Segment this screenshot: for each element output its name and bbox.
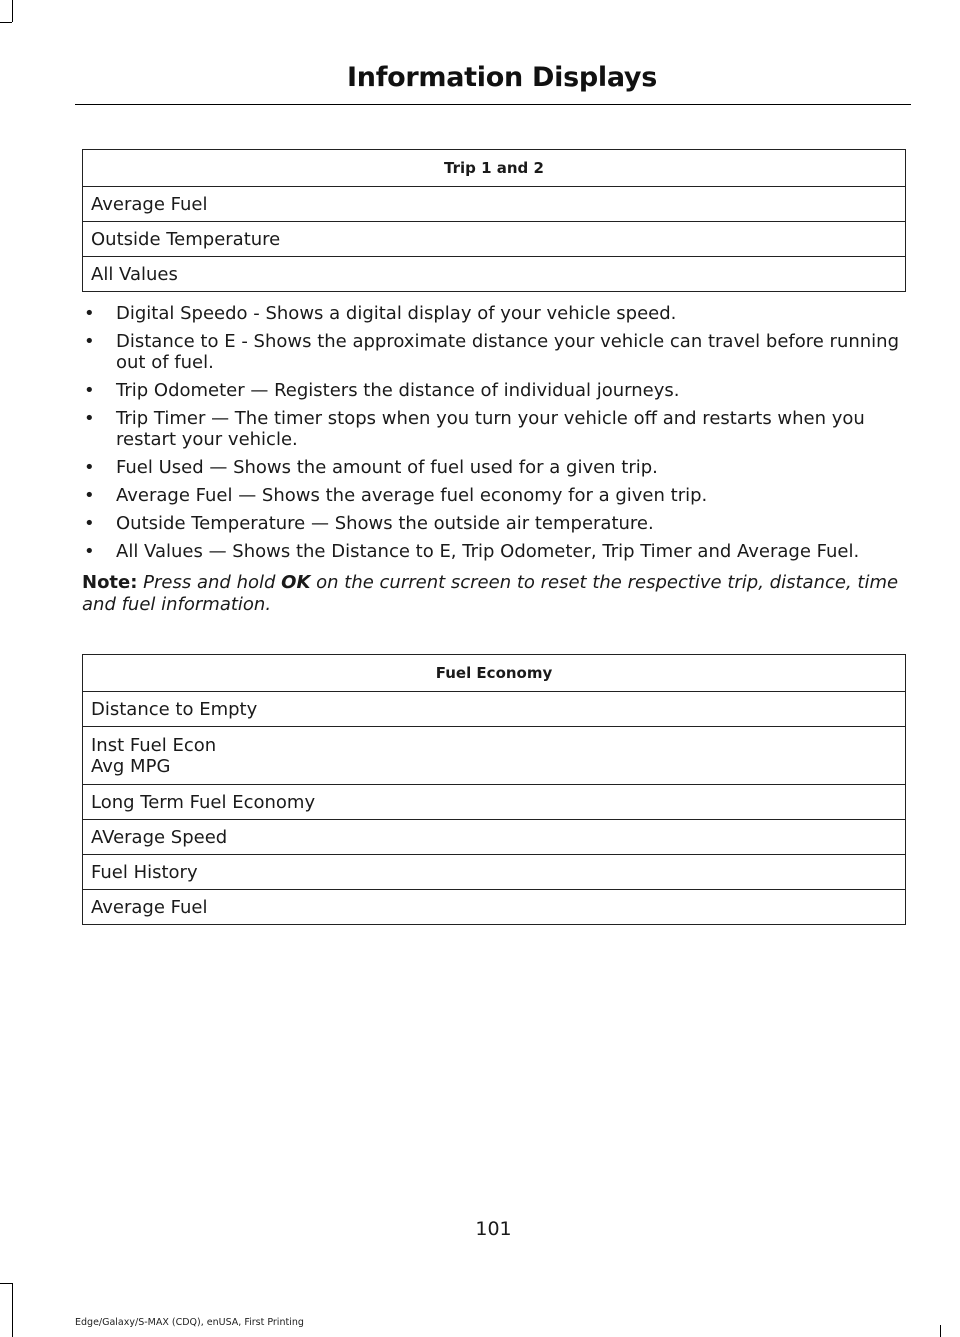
list-item <box>82 408 908 450</box>
table-cell-text: Distance to Empty <box>91 698 258 720</box>
table-cell-text: Fuel History <box>91 861 198 883</box>
note-label: Note: <box>82 572 138 593</box>
bullet-icon: • <box>84 303 95 324</box>
crop-mark-bottom-left-h <box>0 1283 12 1284</box>
table-row: Outside Temperature <box>83 222 906 257</box>
bullet-icon: • <box>84 408 95 429</box>
bullet-icon: • <box>84 331 95 352</box>
table-cell-text: AVerage Speed <box>91 826 228 848</box>
list-item-text: All Values — Shows the Distance to E, Trip Odometer, Trip Timer and Average Fuel. <box>116 541 860 562</box>
crop-mark-top-left-h <box>0 22 12 23</box>
ok-button-reference: OK <box>281 572 311 593</box>
list-item <box>82 303 908 324</box>
crop-mark-bottom-left-v <box>12 1283 13 1337</box>
list-item <box>82 380 908 401</box>
list-item-text: Average Fuel — Shows the average fuel economy for a given trip. <box>116 485 708 506</box>
list-item-text: Trip Odometer — Registers the distance of individual journeys. <box>116 380 680 401</box>
fuel-economy-table <box>82 654 906 925</box>
header-rule <box>75 104 911 105</box>
table-row <box>83 820 906 855</box>
list-item <box>82 485 908 506</box>
list-item-text: Trip Timer — The timer stops when you turn your vehicle off and restarts when you restart your vehicle. <box>116 408 865 450</box>
bullet-icon: • <box>84 513 95 534</box>
table-row: Average Fuel <box>83 187 906 222</box>
trip-table-heading: Trip 1 and 2 <box>83 150 906 187</box>
trip-table <box>82 149 906 292</box>
list-item-text: Fuel Used — Shows the amount of fuel used for a given trip. <box>116 457 658 478</box>
table-cell-text: Avg MPG <box>91 755 171 777</box>
note-paragraph <box>82 572 908 616</box>
table-row <box>83 855 906 890</box>
table-cell-text: Inst Fuel Econ <box>91 734 217 756</box>
list-item <box>82 331 908 373</box>
list-item-text: Digital Speedo - Shows a digital display of your vehicle speed. <box>116 303 677 324</box>
list-item-text: Distance to E - Shows the approximate distance your vehicle can travel before running out of fuel. <box>116 331 899 373</box>
list-item <box>82 457 908 478</box>
bullet-icon: • <box>84 485 95 506</box>
bullet-icon: • <box>84 380 95 401</box>
table-row <box>83 727 906 785</box>
table-cell-text: Average Fuel <box>91 896 208 918</box>
table-row: All Values <box>83 257 906 292</box>
note-text-after: on the current screen to reset the respective trip, distance, time and fuel information. <box>82 572 899 615</box>
table-cell-text: Long Term Fuel Economy <box>91 791 316 813</box>
table-row <box>83 692 906 727</box>
fuel-table-heading: Fuel Economy <box>83 655 906 692</box>
table-row <box>83 890 906 925</box>
list-item-text: Outside Temperature — Shows the outside air temperature. <box>116 513 654 534</box>
note-text-before: Press and hold <box>137 572 282 593</box>
table-row <box>83 785 906 820</box>
bullet-icon: • <box>84 541 95 562</box>
bullet-list <box>82 303 908 569</box>
edition-footer: Edge/Galaxy/S-MAX (CDQ), enUSA, First Printing <box>75 1317 304 1328</box>
page-number: 101 <box>475 1218 512 1240</box>
list-item <box>82 513 908 534</box>
page-title: Information Displays <box>347 62 657 93</box>
crop-mark-top-left-v <box>12 0 13 22</box>
bullet-icon: • <box>84 457 95 478</box>
list-item <box>82 541 908 562</box>
crop-mark-bottom-right-v <box>940 1325 941 1337</box>
